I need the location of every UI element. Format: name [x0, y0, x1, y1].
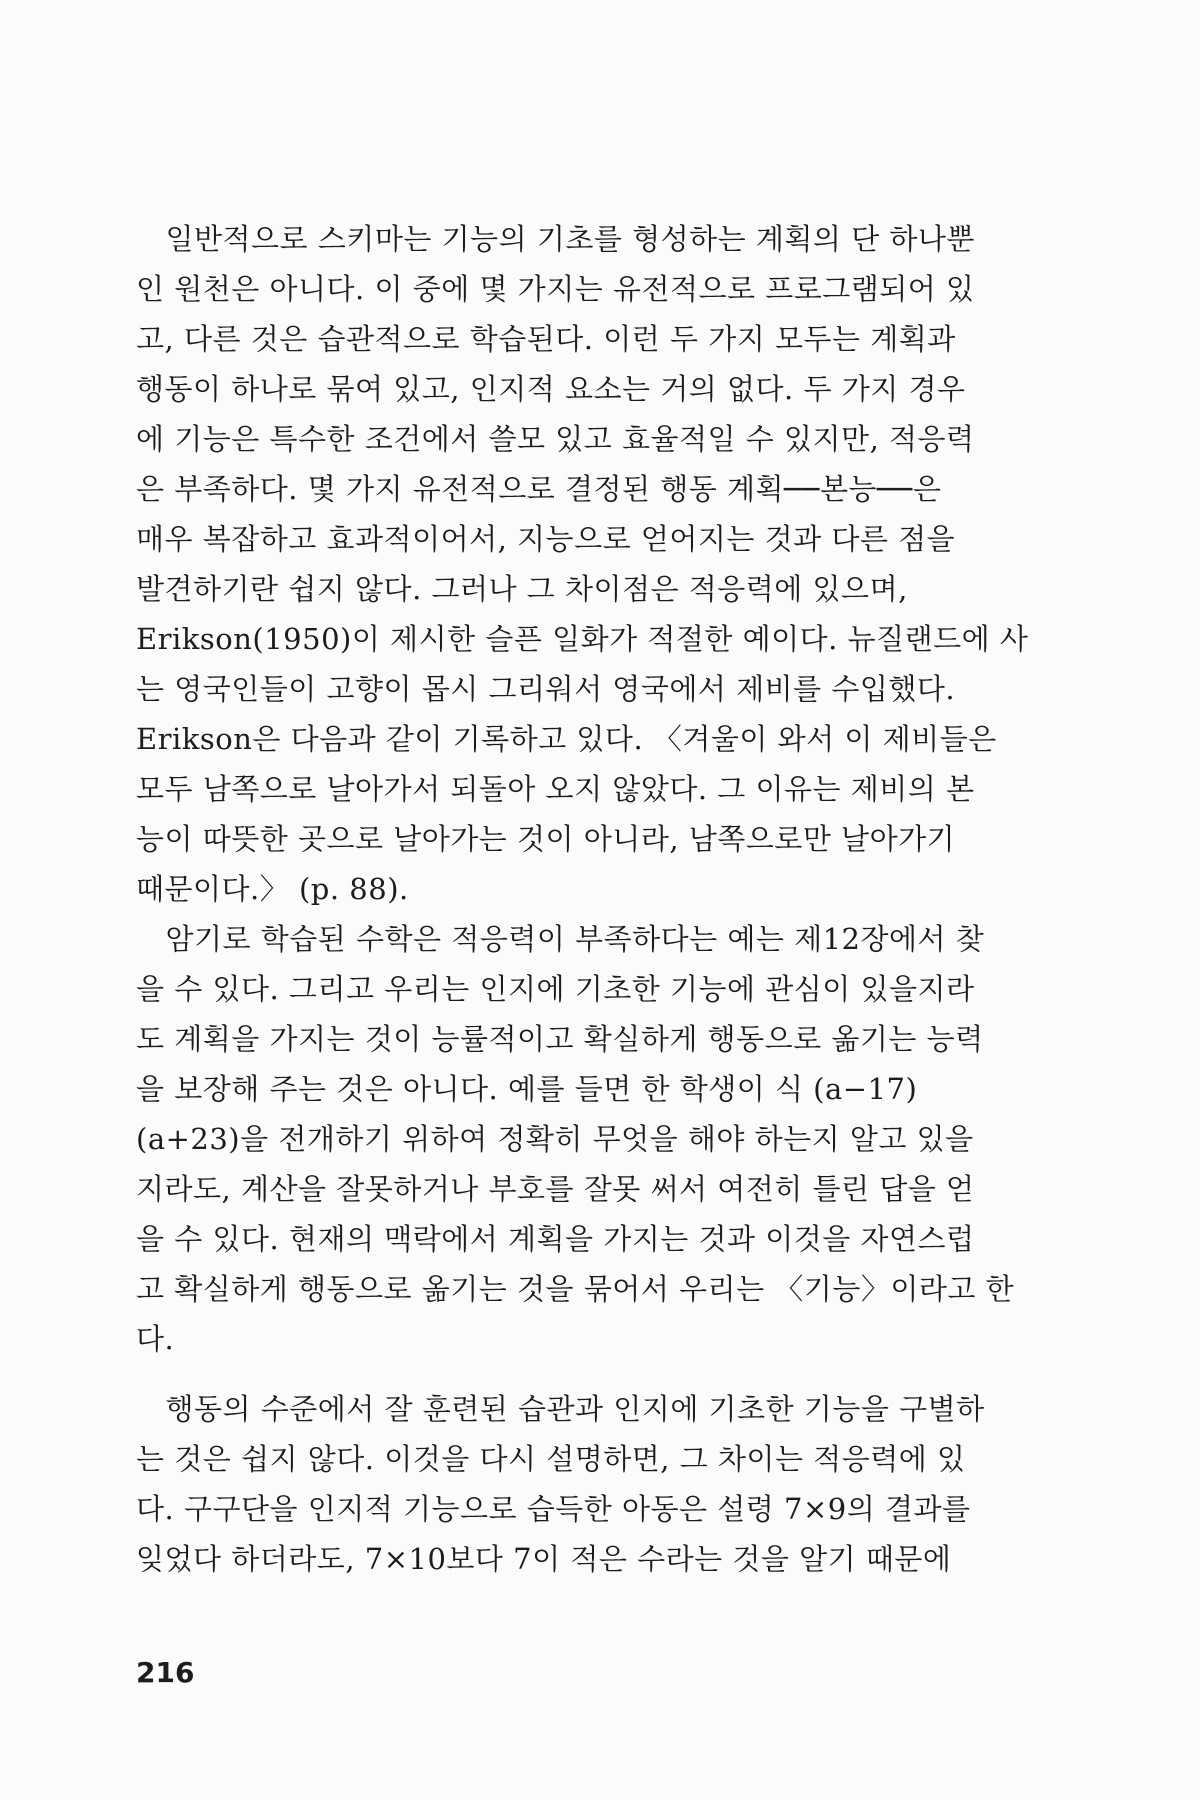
- text-line: 다.: [136, 1322, 175, 1356]
- text-line: 도 계획을 가지는 것이 능률적이고 확실하게 행동으로 옮기는 능력: [136, 1022, 984, 1056]
- text-line: 고, 다른 것은 습관적으로 학습된다. 이런 두 가지 모두는 계획과: [136, 322, 956, 356]
- text-line: 을 보장해 주는 것은 아니다. 예를 들면 한 학생이 식 (a−17): [136, 1072, 918, 1106]
- text-line: 암기로 학습된 수학은 적응력이 부족하다는 예는 제12장에서 찾: [136, 922, 985, 956]
- text-line: 을 수 있다. 그리고 우리는 인지에 기초한 기능에 관심이 있을지라: [136, 972, 975, 1006]
- text-line: (a+23)을 전개하기 위하여 정확히 무엇을 해야 하는지 알고 있을: [136, 1122, 974, 1156]
- text-line: 을 수 있다. 현재의 맥락에서 계획을 가지는 것과 이것을 자연스럽: [136, 1222, 975, 1256]
- text-line: Erikson은 다음과 같이 기록하고 있다. 〈겨울이 와서 이 제비들은: [136, 722, 997, 756]
- text-line: 일반적으로 스키마는 기능의 기초를 형성하는 계획의 단 하나뿐: [136, 222, 975, 256]
- text-line: 에 기능은 특수한 조건에서 쓸모 있고 효율적일 수 있지만, 적응력: [136, 422, 975, 456]
- text-line: 고 확실하게 행동으로 옮기는 것을 묶어서 우리는 〈기능〉이라고 한: [136, 1272, 1015, 1306]
- text-line: 때문이다.〉 (p. 88).: [136, 872, 409, 906]
- text-line: 행동의 수준에서 잘 훈련된 습관과 인지에 기초한 기능을 구별하: [136, 1392, 985, 1426]
- text-line: 발견하기란 쉽지 않다. 그러나 그 차이점은 적응력에 있으며,: [136, 572, 908, 606]
- text-line: 지라도, 계산을 잘못하거나 부호를 잘못 써서 여전히 틀린 답을 얻: [136, 1172, 975, 1206]
- paragraph-2: [136, 914, 1048, 1364]
- text-line: 는 영국인들이 고향이 몹시 그리워서 영국에서 제비를 수입했다.: [136, 672, 956, 706]
- paragraph-3: [136, 1384, 1048, 1584]
- body-text: [136, 214, 1048, 1584]
- text-line: 인 원천은 아니다. 이 중에 몇 가지는 유전적으로 프로그램되어 있: [136, 272, 975, 306]
- page-number: 216: [136, 1656, 195, 1689]
- text-line: 매우 복잡하고 효과적이어서, 지능으로 얻어지는 것과 다른 점을: [136, 522, 956, 556]
- text-line: 능이 따뜻한 곳으로 날아가는 것이 아니라, 남쪽으로만 날아가기: [136, 822, 956, 856]
- text-line: 다. 구구단을 인지적 기능으로 습득한 아동은 설령 7×9의 결과를: [136, 1492, 971, 1526]
- text-line: 은 부족하다. 몇 가지 유전적으로 결정된 행동 계획──본능──은: [136, 472, 942, 506]
- paragraph-1: [136, 214, 1048, 914]
- text-line: 잊었다 하더라도, 7×10보다 7이 적은 수라는 것을 알기 때문에: [136, 1542, 952, 1576]
- text-line: 행동이 하나로 묶여 있고, 인지적 요소는 거의 없다. 두 가지 경우: [136, 372, 966, 406]
- text-line: 는 것은 쉽지 않다. 이것을 다시 설명하면, 그 차이는 적응력에 있: [136, 1442, 966, 1476]
- text-line: 모두 남쪽으로 날아가서 되돌아 오지 않았다. 그 이유는 제비의 본: [136, 772, 975, 806]
- text-line: Erikson(1950)이 제시한 슬픈 일화가 적절한 예이다. 뉴질랜드에 사: [136, 622, 1029, 656]
- paragraph-spacer: [136, 1364, 1048, 1384]
